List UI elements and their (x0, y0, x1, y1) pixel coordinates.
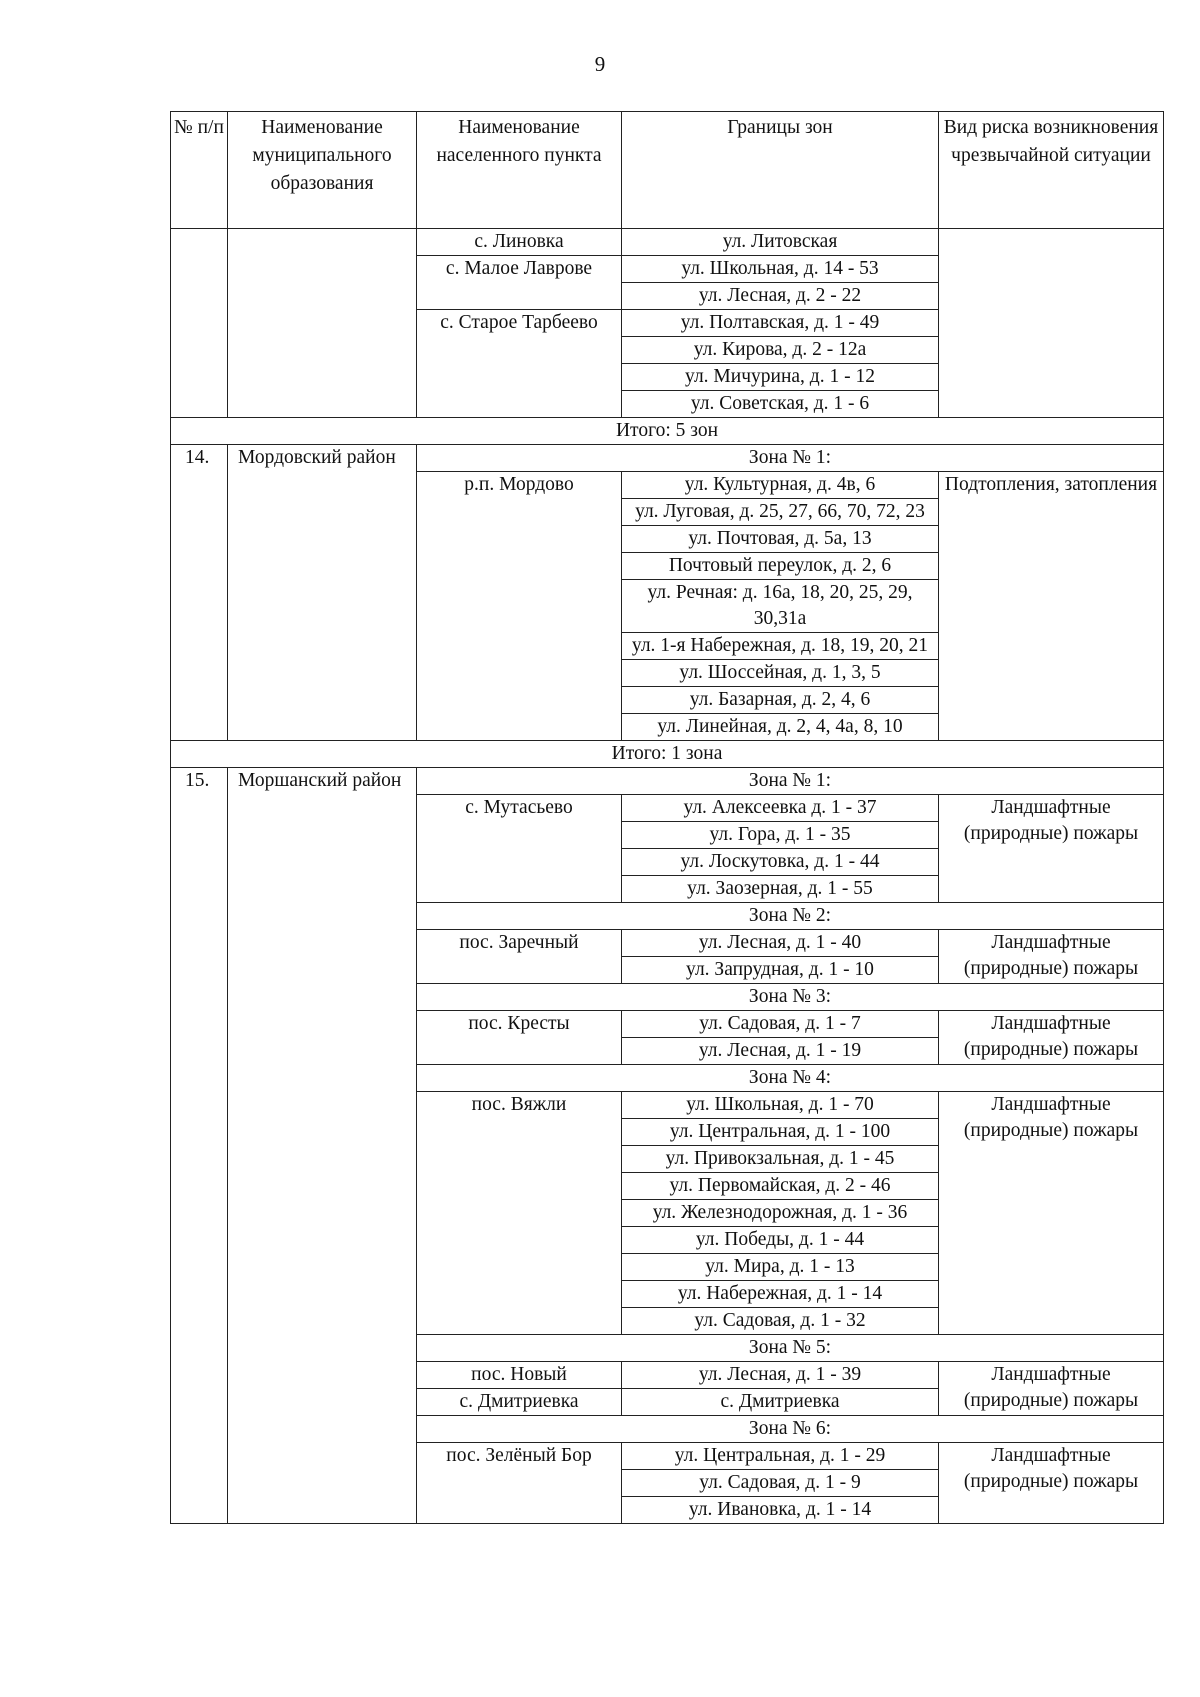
street-cell: ул. Садовая, д. 1 - 9 (622, 1470, 939, 1497)
zone-title: Зона № 1: (417, 768, 1164, 795)
zone-title: Зона № 1: (417, 445, 1164, 472)
street-cell: ул. Садовая, д. 1 - 32 (622, 1308, 939, 1335)
header-settlement: Наименование населенного пункта (417, 112, 622, 229)
header-municipality: Наименование муниципального образования (228, 112, 417, 229)
street-cell: ул. Лесная, д. 1 - 40 (622, 930, 939, 957)
street-cell: ул. Речная: д. 16а, 18, 20, 25, 29, 30,31а (622, 580, 939, 633)
street-cell: ул. Почтовая, д. 5а, 13 (622, 526, 939, 553)
settlement-cell: р.п. Мордово (417, 472, 622, 741)
settlement-cell: пос. Зелёный Бор (417, 1443, 622, 1524)
street-cell: ул. Победы, д. 1 - 44 (622, 1227, 939, 1254)
municipality-cell: Мордовский район (228, 445, 417, 741)
street-cell: ул. Культурная, д. 4в, 6 (622, 472, 939, 499)
street-cell: ул. Запрудная, д. 1 - 10 (622, 957, 939, 984)
table-row (171, 229, 1164, 256)
zone-title-row (171, 445, 1164, 472)
street-cell: ул. Привокзальная, д. 1 - 45 (622, 1146, 939, 1173)
risk-cell: Подтопления, затопления (939, 472, 1164, 741)
settlement-cell: с. Дмитриевка (417, 1389, 622, 1416)
street-cell: ул. Железнодорожная, д. 1 - 36 (622, 1200, 939, 1227)
settlement-cell: пос. Кресты (417, 1011, 622, 1065)
settlement-cell: пос. Новый (417, 1362, 622, 1389)
street-cell: ул. Мира, д. 1 - 13 (622, 1254, 939, 1281)
street-cell: ул. Гора, д. 1 - 35 (622, 822, 939, 849)
zones-table (170, 111, 1164, 1524)
settlement-cell: пос. Заречный (417, 930, 622, 984)
total-row (171, 418, 1164, 445)
header-num: № п/п (171, 112, 228, 229)
street-cell: ул. Центральная, д. 1 - 29 (622, 1443, 939, 1470)
settlement-cell: с. Линовка (417, 229, 622, 256)
settlement-cell: с. Малое Лаврове (417, 256, 622, 310)
num-cell: 14. (171, 445, 228, 741)
street-cell: ул. 1-я Набережная, д. 18, 19, 20, 21 (622, 633, 939, 660)
street-cell: с. Дмитриевка (622, 1389, 939, 1416)
risk-cell: Ландшафтные (природные) пожары (939, 795, 1164, 903)
risk-cell: Ландшафтные (природные) пожары (939, 1011, 1164, 1065)
street-cell: ул. Мичурина, д. 1 - 12 (622, 364, 939, 391)
header-zone-borders: Границы зон (622, 112, 939, 229)
street-cell: ул. Садовая, д. 1 - 7 (622, 1011, 939, 1038)
header-risk-type: Вид риска возникновения чрезвычайной ситуации (939, 112, 1164, 229)
street-cell: ул. Луговая, д. 25, 27, 66, 70, 72, 23 (622, 499, 939, 526)
street-cell: ул. Набережная, д. 1 - 14 (622, 1281, 939, 1308)
zone-title: Зона № 4: (417, 1065, 1164, 1092)
street-cell: ул. Кирова, д. 2 - 12а (622, 337, 939, 364)
risk-cell: Ландшафтные (природные) пожары (939, 1362, 1164, 1416)
street-cell: ул. Лесная, д. 1 - 19 (622, 1038, 939, 1065)
street-cell: ул. Линейная, д. 2, 4, 4а, 8, 10 (622, 714, 939, 741)
street-cell: ул. Ивановка, д. 1 - 14 (622, 1497, 939, 1524)
street-cell: ул. Алексеевка д. 1 - 37 (622, 795, 939, 822)
street-cell: ул. Школьная, д. 14 - 53 (622, 256, 939, 283)
municipality-cell (228, 229, 417, 418)
street-cell: ул. Лесная, д. 1 - 39 (622, 1362, 939, 1389)
num-cell: 15. (171, 768, 228, 1524)
risk-cell (939, 229, 1164, 418)
risk-cell: Ландшафтные (природные) пожары (939, 1092, 1164, 1335)
street-cell: ул. Базарная, д. 2, 4, 6 (622, 687, 939, 714)
street-cell: ул. Литовская (622, 229, 939, 256)
total-cell: Итого: 5 зон (171, 418, 1164, 445)
page-number: 9 (594, 52, 606, 76)
street-cell: ул. Центральная, д. 1 - 100 (622, 1119, 939, 1146)
municipality-cell: Моршанский район (228, 768, 417, 1524)
street-cell: ул. Лесная, д. 2 - 22 (622, 283, 939, 310)
street-cell: Почтовый переулок, д. 2, 6 (622, 553, 939, 580)
zone-title: Зона № 3: (417, 984, 1164, 1011)
settlement-cell: пос. Вяжли (417, 1092, 622, 1335)
street-cell: ул. Школьная, д. 1 - 70 (622, 1092, 939, 1119)
total-cell: Итого: 1 зона (171, 741, 1164, 768)
risk-cell: Ландшафтные (природные) пожары (939, 930, 1164, 984)
risk-cell: Ландшафтные (природные) пожары (939, 1443, 1164, 1524)
zone-title-row (171, 768, 1164, 795)
street-cell: ул. Советская, д. 1 - 6 (622, 391, 939, 418)
total-row (171, 741, 1164, 768)
street-cell: ул. Заозерная, д. 1 - 55 (622, 876, 939, 903)
street-cell: ул. Первомайская, д. 2 - 46 (622, 1173, 939, 1200)
street-cell: ул. Лоскутовка, д. 1 - 44 (622, 849, 939, 876)
settlement-cell: с. Мутасьево (417, 795, 622, 903)
num-cell (171, 229, 228, 418)
zone-title: Зона № 6: (417, 1416, 1164, 1443)
settlement-cell: с. Старое Тарбеево (417, 310, 622, 418)
table-header-row (171, 112, 1164, 229)
zone-title: Зона № 5: (417, 1335, 1164, 1362)
zone-title: Зона № 2: (417, 903, 1164, 930)
street-cell: ул. Шоссейная, д. 1, 3, 5 (622, 660, 939, 687)
street-cell: ул. Полтавская, д. 1 - 49 (622, 310, 939, 337)
